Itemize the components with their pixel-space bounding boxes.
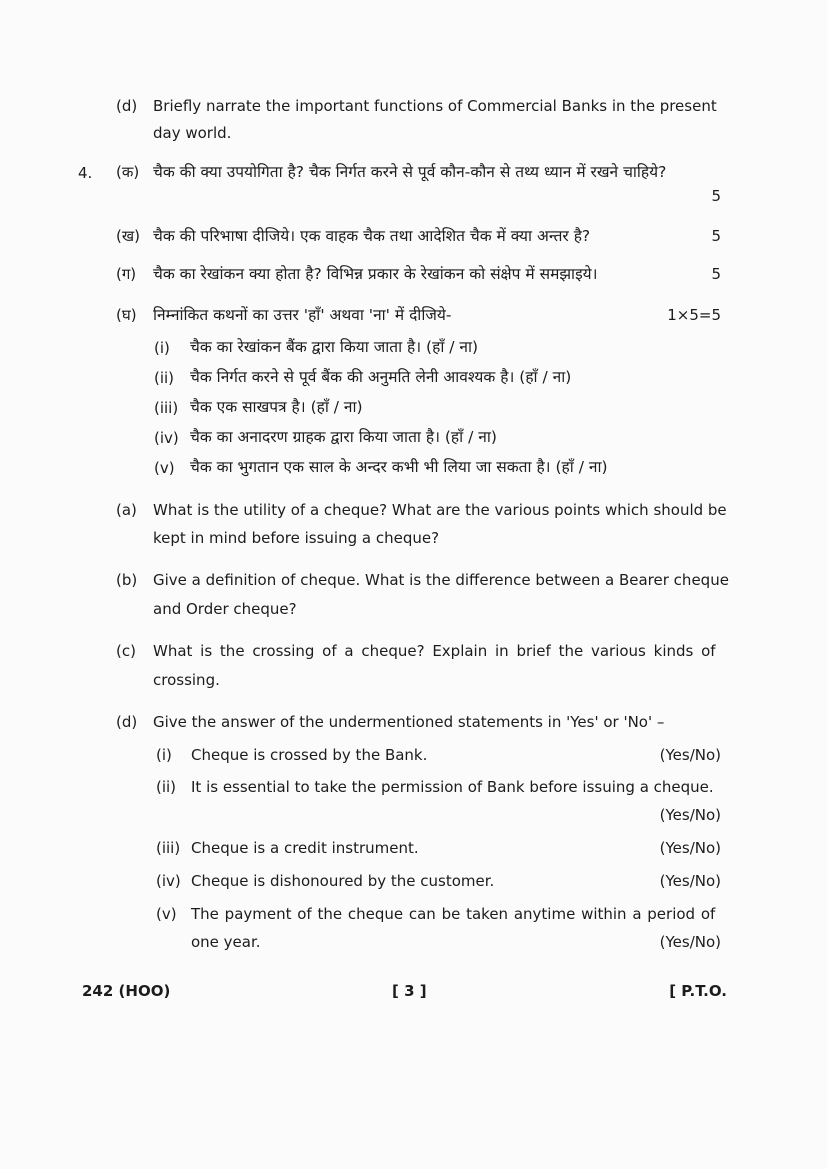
- q4d-v-answer: (Yes/No): [659, 933, 721, 951]
- q4d-iv-num: (iv): [156, 872, 181, 890]
- q4d-i-answer: (Yes/No): [659, 746, 721, 764]
- q4d-iv-answer: (Yes/No): [659, 872, 721, 890]
- q4c-label: (c): [116, 642, 136, 660]
- q4d-iii-answer: (Yes/No): [659, 839, 721, 857]
- page-number: [ 3 ]: [392, 982, 427, 1000]
- q4a-label: (a): [116, 501, 137, 519]
- q4d-iii-num: (iii): [156, 839, 181, 857]
- q4gha-ii-text: चैक निर्गत करने से पूर्व बैंक की अनुमति लेनी आवश्यक है। (हाँ / ना): [190, 368, 572, 386]
- q4a-line1: What is the utility of a cheque? What are the various points which should be: [153, 501, 727, 519]
- q4d-iii-text: Cheque is a credit instrument.: [191, 839, 419, 857]
- q4d-ii-answer: (Yes/No): [659, 806, 721, 824]
- q4gha-i-text: चैक का रेखांकन बैंक द्वारा किया जाता है। (हाँ / ना): [190, 338, 479, 356]
- q4ga-label: (ग): [116, 265, 137, 283]
- q4gha-iv-text: चैक का अनादरण ग्राहक द्वारा किया जाता है। (हाँ / ना): [190, 428, 497, 446]
- q4b-line1: Give a definition of cheque. What is the difference between a Bearer cheque: [153, 571, 729, 589]
- q4gha-v-num: (v): [154, 459, 175, 477]
- q4d-v-num: (v): [156, 905, 177, 923]
- q3d-label: (d): [116, 97, 138, 115]
- q4ka-text: चैक की क्या उपयोगिता है? चैक निर्गत करने से पूर्व कौन-कौन से तथ्य ध्यान में रखने चाहिये?: [153, 163, 667, 181]
- q4d-i-num: (i): [156, 746, 172, 764]
- q3d-line2: day world.: [153, 124, 232, 142]
- q4c-line2: crossing.: [153, 671, 220, 689]
- q4d-ii-num: (ii): [156, 778, 177, 796]
- q4ga-marks: 5: [711, 265, 721, 283]
- q4ka-marks: 5: [711, 187, 721, 205]
- q4d-i-text: Cheque is crossed by the Bank.: [191, 746, 428, 764]
- q4kha-label: (ख): [116, 227, 140, 245]
- q4gha-v-text: चैक का भुगतान एक साल के अन्दर कभी भी लिया जा सकता है। (हाँ / ना): [190, 458, 608, 476]
- q4gha-iv-num: (iv): [154, 429, 179, 447]
- q4d-text: Give the answer of the undermentioned statements in 'Yes' or 'No' –: [153, 713, 665, 731]
- q4b-label: (b): [116, 571, 138, 589]
- q4a-line2: kept in mind before issuing a cheque?: [153, 529, 440, 547]
- q4d-label: (d): [116, 713, 138, 731]
- q4gha-label: (घ): [116, 306, 137, 324]
- pto-note: [ P.T.O.: [669, 982, 727, 1000]
- q4gha-i-num: (i): [154, 339, 170, 357]
- q4d-iv-text: Cheque is dishonoured by the customer.: [191, 872, 495, 890]
- q4d-ii-text: It is essential to take the permission of Bank before issuing a cheque.: [191, 778, 714, 796]
- q4-number: 4.: [78, 164, 93, 182]
- q4kha-text: चैक की परिभाषा दीजिये। एक वाहक चैक तथा आदेशित चैक में क्या अन्तर है?: [153, 227, 591, 245]
- q4c-line1: What is the crossing of a cheque? Explain in brief the various kinds of: [153, 642, 716, 660]
- q4gha-ii-num: (ii): [154, 369, 175, 387]
- q4gha-marks: 1×5=5: [667, 306, 721, 324]
- q4ga-text: चैक का रेखांकन क्या होता है? विभिन्न प्रकार के रेखांकन को संक्षेप में समझाइये।: [153, 265, 598, 283]
- q4d-v-line1: The payment of the cheque can be taken anytime within a period of: [191, 905, 716, 923]
- q4gha-text: निम्नांकित कथनों का उत्तर 'हाँ' अथवा 'ना' में दीजिये-: [153, 306, 452, 324]
- q3d-line1: Briefly narrate the important functions of Commercial Banks in the present: [153, 97, 717, 115]
- paper-code: 242 (HOO): [82, 982, 171, 1000]
- q4gha-iii-num: (iii): [154, 399, 179, 417]
- q4d-v-line2: one year.: [191, 933, 261, 951]
- q4gha-iii-text: चैक एक साखपत्र है। (हाँ / ना): [190, 398, 363, 416]
- q4ka-label: (क): [116, 163, 140, 181]
- q4b-line2: and Order cheque?: [153, 600, 297, 618]
- q4kha-marks: 5: [711, 227, 721, 245]
